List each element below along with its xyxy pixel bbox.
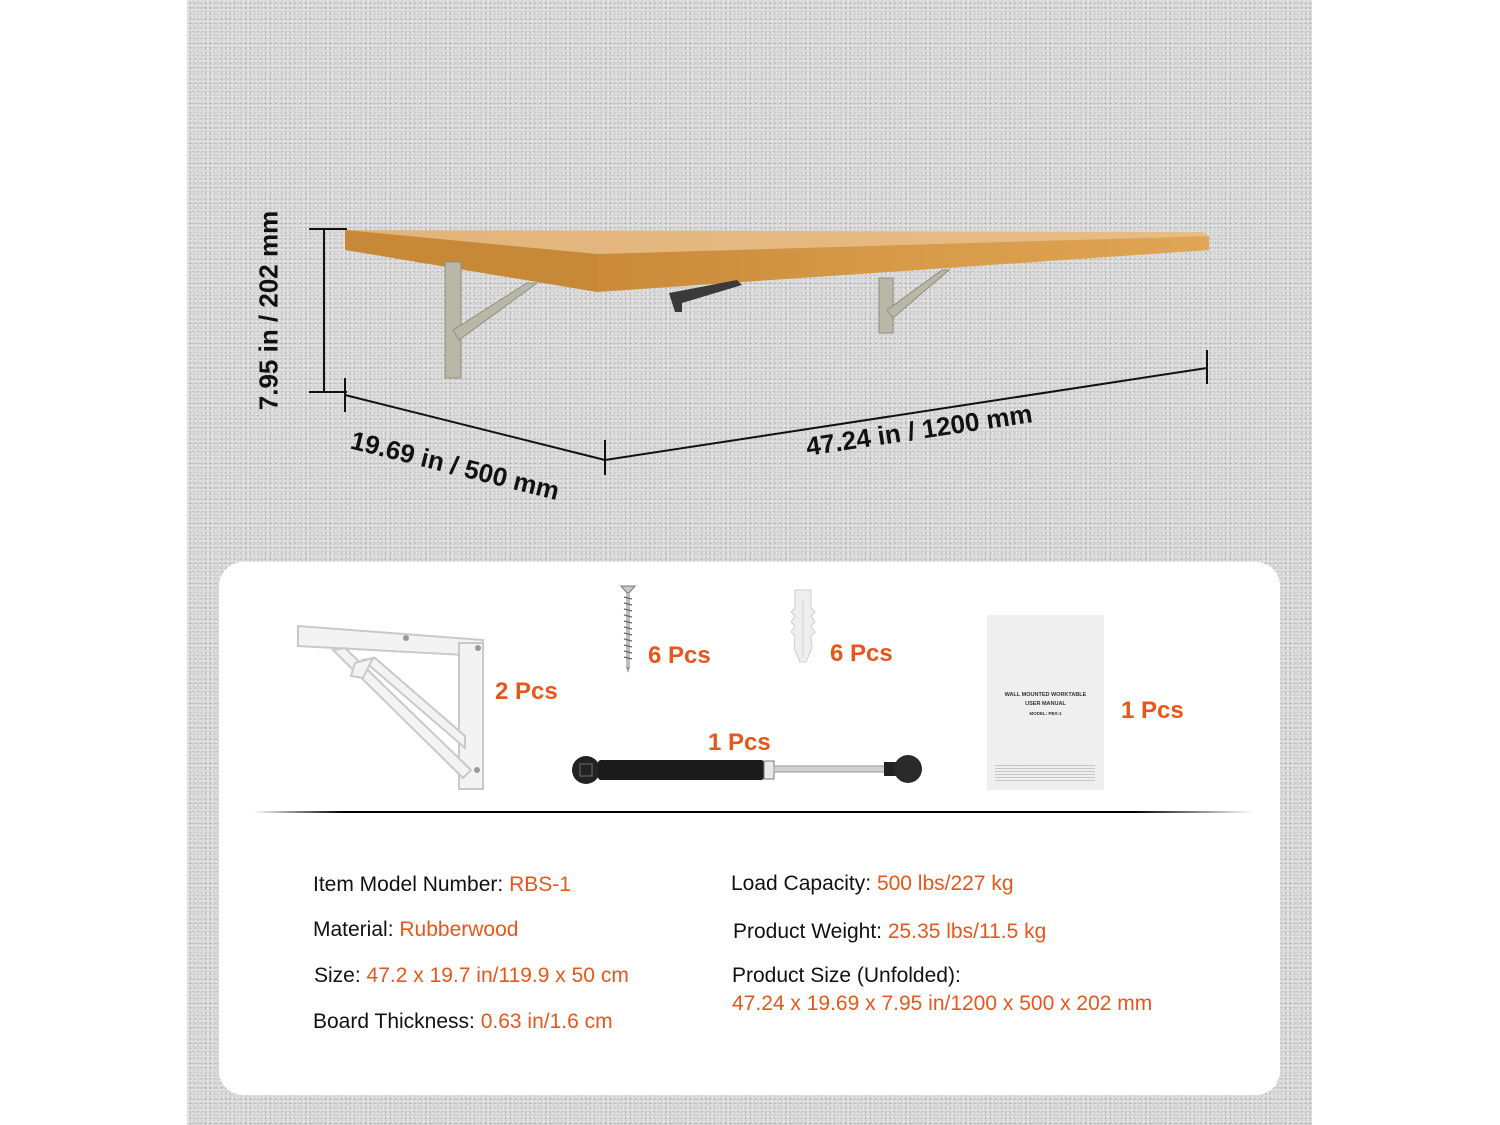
spec-label: Size: (314, 964, 361, 987)
screw-quantity: 6 Pcs (648, 642, 711, 669)
user-manual-icon (987, 615, 1104, 790)
spec-size (314, 964, 629, 988)
spec-board-thickness (313, 1010, 613, 1034)
spec-load-capacity (731, 872, 1014, 896)
spec-value: 500 lbs/227 kg (876, 872, 1014, 895)
product-image (187, 0, 1312, 1125)
spec-value: 47.24 x 19.69 x 7.95 in/1200 x 500 x 202 mm (732, 992, 1153, 1015)
bracket-quantity: 2 Pcs (495, 678, 558, 705)
anchor-quantity: 6 Pcs (830, 640, 893, 667)
width-dimension-label: 47.24 in / 1200 mm (804, 398, 1035, 462)
manual-model: MODEL: PBS-1 (1029, 711, 1062, 716)
table-illustration (187, 0, 1312, 540)
spec-value: 25.35 lbs/11.5 kg (887, 920, 1047, 943)
spec-label: Material: (313, 918, 394, 941)
gas-strut-icon (570, 752, 930, 788)
height-dimension-label: 7.95 in / 202 mm (253, 210, 284, 411)
screw-icon (620, 583, 636, 673)
manual-title: WALL MOUNTED WORKTABLE (1004, 692, 1087, 698)
spec-value: RBS-1 (509, 873, 571, 896)
manual-quantity: 1 Pcs (1121, 697, 1184, 724)
manual-body-text (995, 765, 1095, 783)
spec-label: Board Thickness: (313, 1010, 475, 1033)
spec-material (313, 918, 518, 942)
gas-strut-quantity: 1 Pcs (708, 729, 771, 756)
spec-label: Product Weight: (733, 920, 883, 943)
spec-value: 0.63 in/1.6 cm (480, 1010, 613, 1033)
spec-value: Rubberwood (399, 918, 519, 941)
wall-anchor-icon (790, 588, 816, 666)
spec-product-size (732, 964, 1152, 1016)
spec-label: Load Capacity: (731, 872, 872, 895)
section-divider (253, 811, 1253, 813)
spec-label: Product Size (Unfolded): (732, 964, 961, 987)
spec-label: Item Model Number: (313, 873, 504, 896)
depth-dimension-label: 19.69 in / 500 mm (347, 425, 563, 506)
folding-bracket-icon (293, 618, 493, 790)
manual-subtitle: USER MANUAL (1025, 701, 1066, 707)
spec-value: 47.2 x 19.7 in/119.9 x 50 cm (366, 964, 629, 987)
spec-model-number (313, 873, 571, 897)
spec-product-weight (733, 920, 1046, 944)
